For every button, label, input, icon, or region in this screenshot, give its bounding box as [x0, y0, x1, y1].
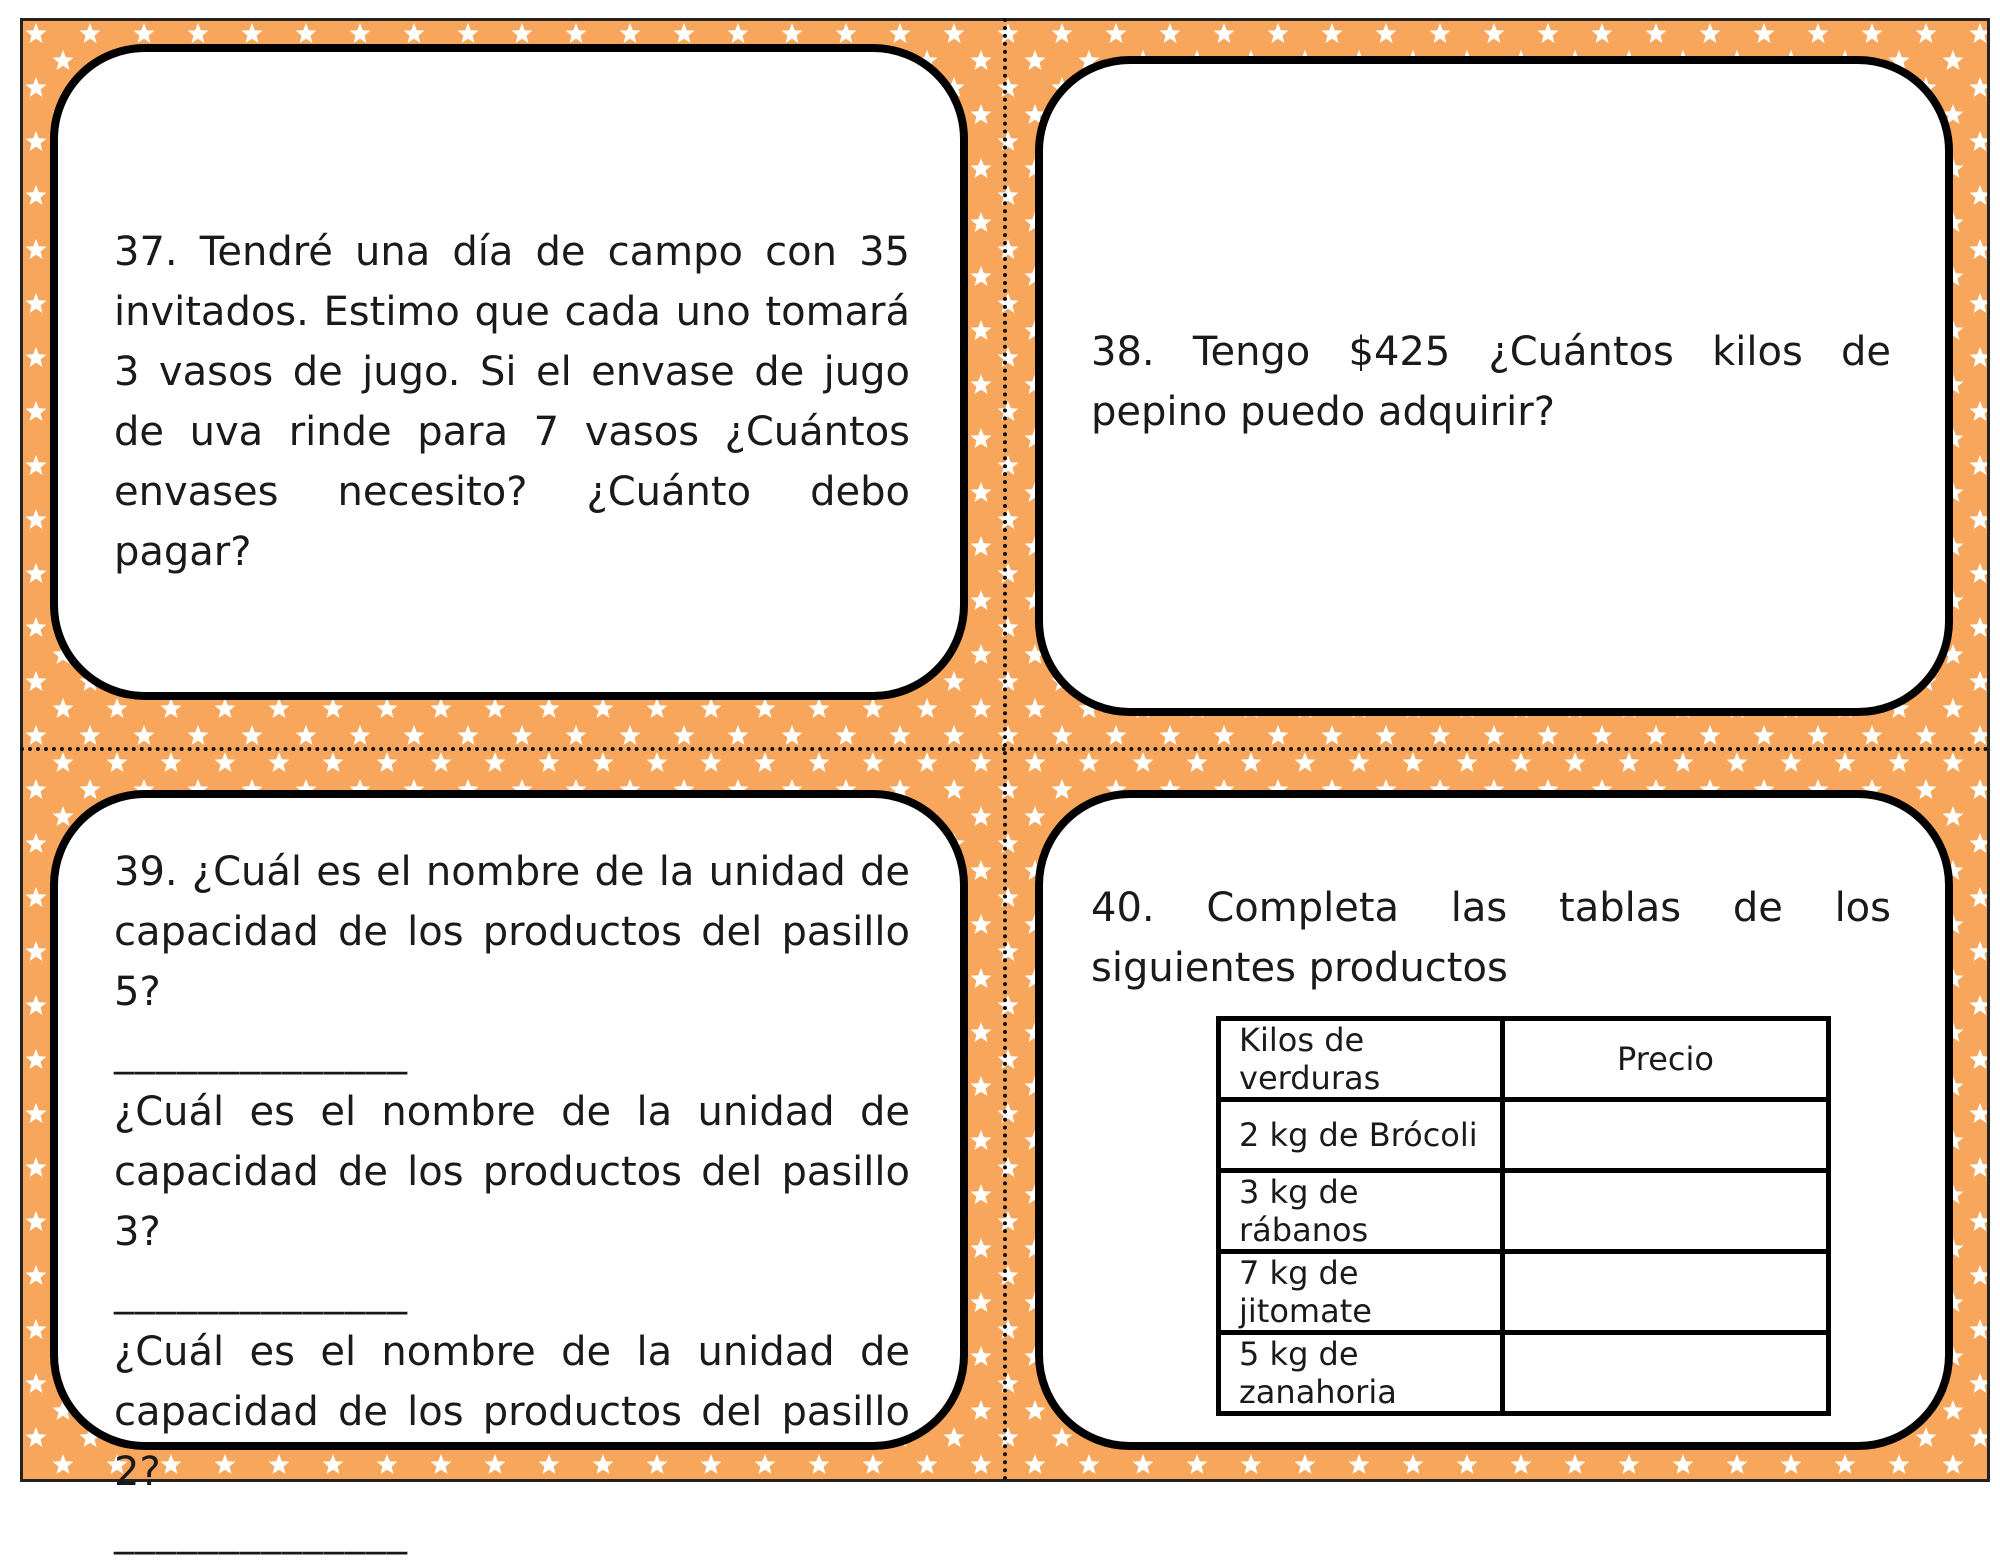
task-card-37: [50, 44, 968, 700]
question-40-text: 40. Completa las tablas de los siguientes productos: [1091, 885, 1891, 991]
table-row: [1219, 1333, 1829, 1414]
table-row: [1219, 1171, 1829, 1252]
vegetable-cell: 2 kg de Brócoli: [1219, 1100, 1503, 1171]
vegetable-cell: 5 kg de zanahoria: [1219, 1333, 1503, 1414]
vegetable-cell: 3 kg de rábanos: [1219, 1171, 1503, 1252]
question-39-part-2: ¿Cuál es el nombre de la unidad de capacidad de los productos del pasillo 3?: [114, 1089, 910, 1255]
answer-blank-2: ______________: [114, 1269, 408, 1315]
question-38-text: 38. Tengo $425 ¿Cuántos kilos de pepino puedo adquirir?: [1091, 329, 1891, 435]
price-answer-cell[interactable]: [1503, 1100, 1829, 1171]
price-answer-cell[interactable]: [1503, 1333, 1829, 1414]
price-answer-cell[interactable]: [1503, 1171, 1829, 1252]
header-kilos-de-verduras: Kilos de verduras: [1219, 1019, 1503, 1100]
header-precio: Precio: [1503, 1019, 1829, 1100]
answer-blank-1: ______________: [114, 1029, 408, 1075]
vegetable-cell: 7 kg de jitomate: [1219, 1252, 1503, 1333]
table-row: [1219, 1100, 1829, 1171]
horizontal-cut-line: [20, 747, 1990, 751]
vegetable-price-table: [1216, 1016, 1831, 1416]
question-37-text: 37. Tendré una día de campo con 35 invitados. Estimo que cada uno tomará 3 vasos de jugo. Si el envase de jugo de uva rinde para 7 vasos ¿Cuántos envases necesito? ¿Cuánto debo pagar?: [114, 229, 910, 575]
answer-blank-3: ______________: [114, 1509, 408, 1555]
table-header-row: [1219, 1019, 1829, 1100]
table-row: [1219, 1252, 1829, 1333]
task-card-40: [1035, 790, 1953, 1450]
question-39-part-1: 39. ¿Cuál es el nombre de la unidad de capacidad de los productos del pasillo 5?: [114, 849, 910, 1015]
question-39-block: [114, 842, 910, 1562]
task-card-38: [1035, 56, 1953, 716]
question-39-part-3: ¿Cuál es el nombre de la unidad de capacidad de los productos del pasillo 2?: [114, 1329, 910, 1495]
price-answer-cell[interactable]: [1503, 1252, 1829, 1333]
task-card-39: [50, 790, 968, 1555]
